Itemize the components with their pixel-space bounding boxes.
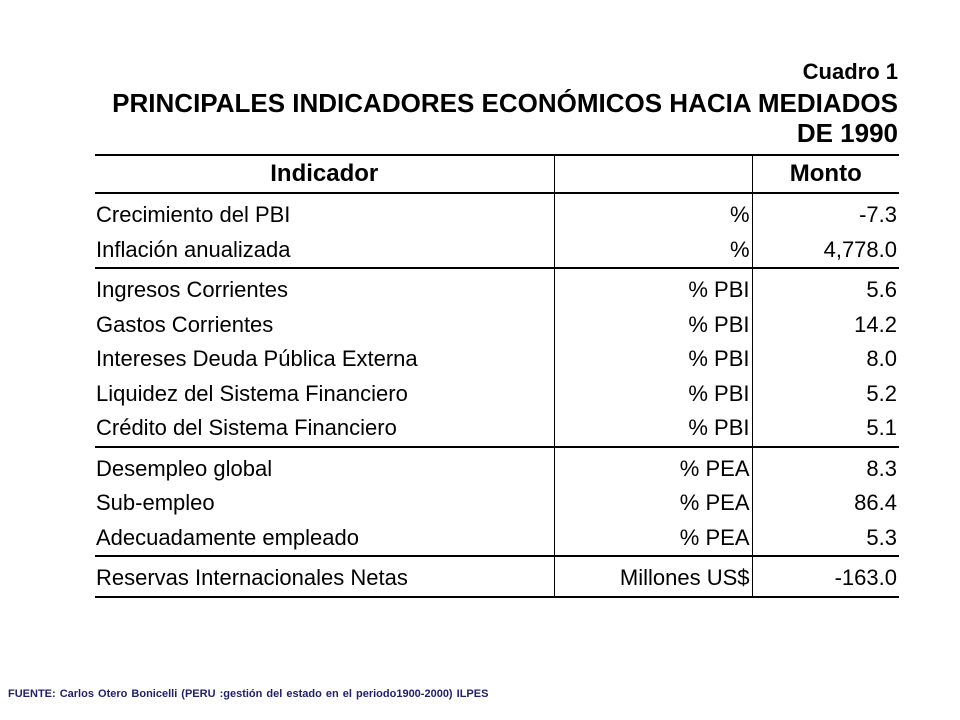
indicator-name: Reservas Internacionales Netas (95, 556, 554, 597)
indicator-unit: % (554, 233, 752, 269)
indicator-value: 8.3 (866, 455, 897, 481)
title-line-1: PRINCIPALES INDICADORES ECONÓMICOS HACIA MEDIADOS (112, 88, 898, 118)
source-note: FUENTE: Carlos Otero Bonicelli (PERU :gestión del estado en el periodo1900-2000) ILPES (8, 688, 489, 700)
table-row (95, 411, 899, 447)
indicator-unit: % PEA (554, 486, 752, 521)
table-number-label: Cuadro 1 (802, 59, 898, 84)
indicator-name: Crédito del Sistema Financiero (95, 411, 554, 447)
indicator-unit: % (554, 193, 752, 233)
indicator-name: Gastos Corrientes (96, 311, 274, 337)
table-row (95, 447, 899, 487)
indicator-value: 14.2 (854, 311, 897, 337)
indicator-unit: % PEA (554, 447, 752, 487)
table-row (95, 486, 899, 521)
indicator-name: Crecimiento del PBI (96, 202, 291, 228)
indicator-name: Intereses Deuda Pública Externa (96, 346, 418, 372)
indicator-name: Adecuadamente empleado (95, 521, 554, 557)
indicator-value: 86.4 (854, 490, 897, 516)
indicator-value: 5.3 (752, 521, 899, 557)
table-row (95, 308, 899, 343)
table-row (95, 193, 899, 233)
table-row (95, 556, 899, 597)
column-header-monto: Monto (752, 155, 899, 193)
indicator-value: 5.6 (866, 277, 897, 303)
indicator-value: -163.0 (752, 556, 899, 597)
indicator-unit: % PBI (554, 342, 752, 377)
indicator-value: 8.0 (866, 346, 897, 372)
indicator-name: Ingresos Corrientes (96, 277, 288, 303)
indicator-name: Sub-empleo (96, 490, 215, 516)
table-row (95, 521, 899, 557)
column-header-indicador: Indicador (95, 155, 554, 193)
table-row (95, 268, 899, 308)
indicator-name: Inflación anualizada (95, 233, 554, 269)
indicator-value: -7.3 (859, 202, 897, 228)
title-line-2: DE 1990 (796, 118, 898, 148)
table-row (95, 377, 899, 412)
indicator-name: Desempleo global (96, 455, 273, 481)
table-header-row (95, 155, 899, 193)
indicator-unit: % PBI (554, 268, 752, 308)
table-row (95, 342, 899, 377)
column-header-unidad (554, 155, 752, 193)
indicator-value: 5.2 (866, 380, 897, 406)
indicators-table (95, 154, 899, 598)
indicator-value: 4,778.0 (752, 233, 899, 269)
indicator-unit: % PEA (554, 521, 752, 557)
indicator-unit: Millones US$ (554, 556, 752, 597)
indicator-name: Liquidez del Sistema Financiero (96, 380, 408, 406)
indicator-unit: % PBI (554, 377, 752, 412)
indicator-unit: % PBI (554, 411, 752, 447)
page-title (96, 88, 898, 148)
indicator-unit: % PBI (554, 308, 752, 343)
indicator-value: 5.1 (752, 411, 899, 447)
table-row (95, 233, 899, 269)
